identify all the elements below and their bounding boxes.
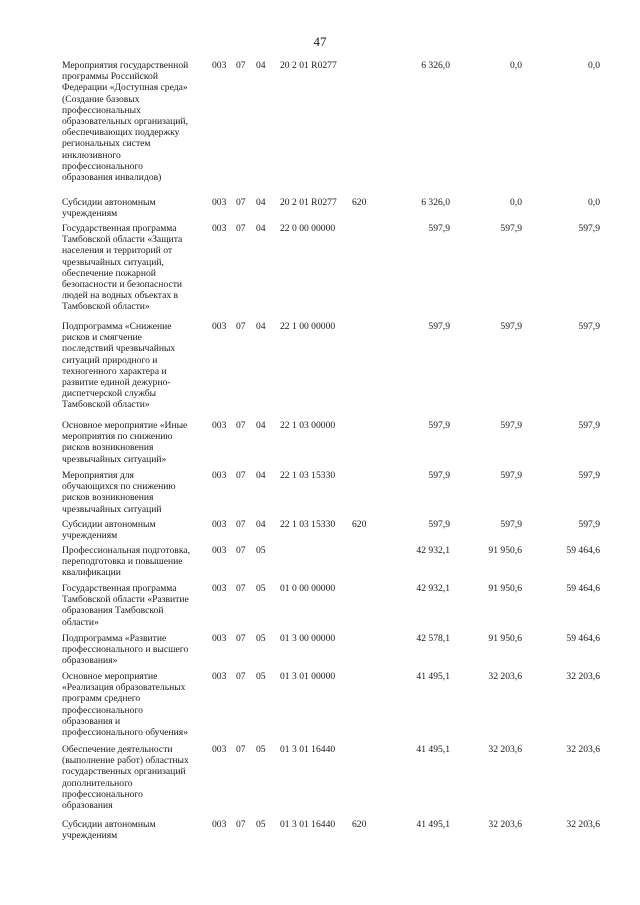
subsection-code: 05 <box>256 545 266 556</box>
expense-type-code: 620 <box>352 519 367 530</box>
subsection-code: 04 <box>256 420 266 431</box>
ministry-code: 003 <box>212 420 227 431</box>
amount-year-2: 32 203,6 <box>488 671 522 682</box>
row-name: Субсидии автономным учреждениям <box>62 519 156 542</box>
amount-year-1: 597,9 <box>428 321 450 332</box>
amount-year-1: 597,9 <box>428 470 450 481</box>
ministry-code: 003 <box>212 633 227 644</box>
target-code: 22 1 03 15330 <box>280 470 336 481</box>
row-name: Обеспечение деятельности (выполнение работ) областных государственных организаций дополнительного профессионального образования <box>62 744 189 812</box>
row-name: Государственная программа Тамбовской области «Защита населения и территорий от чрезвычайных ситуаций, обеспечение пожарной безопасности и безопасности людей на водных объектах в Тамбовской области» <box>62 223 183 313</box>
section-code: 07 <box>236 420 246 431</box>
ministry-code: 003 <box>212 60 227 71</box>
amount-year-3: 0,0 <box>588 197 600 208</box>
subsection-code: 04 <box>256 60 266 71</box>
section-code: 07 <box>236 583 246 594</box>
target-code: 01 3 01 16440 <box>280 819 336 830</box>
amount-year-1: 597,9 <box>428 223 450 234</box>
section-code: 07 <box>236 60 246 71</box>
amount-year-3: 597,9 <box>578 470 600 481</box>
amount-year-2: 597,9 <box>500 519 522 530</box>
amount-year-2: 597,9 <box>500 223 522 234</box>
amount-year-2: 597,9 <box>500 321 522 332</box>
subsection-code: 04 <box>256 321 266 332</box>
amount-year-1: 42 932,1 <box>416 583 450 594</box>
amount-year-3: 59 464,6 <box>566 633 600 644</box>
row-name: Подпрограмма «Снижение рисков и смягчение последствий чрезвычайных ситуаций природного и техногенного характера и развитие единой дежурно- диспетчерской службы Тамбовской области» <box>62 321 176 411</box>
row-name: Государственная программа Тамбовской области «Развитие образования Тамбовской области» <box>62 583 189 628</box>
amount-year-1: 42 578,1 <box>416 633 450 644</box>
subsection-code: 05 <box>256 671 266 682</box>
subsection-code: 05 <box>256 583 266 594</box>
amount-year-3: 59 464,6 <box>566 583 600 594</box>
subsection-code: 05 <box>256 633 266 644</box>
section-code: 07 <box>236 470 246 481</box>
page-number: 47 <box>313 34 327 49</box>
subsection-code: 04 <box>256 519 266 530</box>
target-code: 01 3 00 00000 <box>280 633 336 644</box>
ministry-code: 003 <box>212 819 227 830</box>
amount-year-2: 32 203,6 <box>488 819 522 830</box>
amount-year-1: 597,9 <box>428 420 450 431</box>
amount-year-3: 59 464,6 <box>566 545 600 556</box>
amount-year-3: 597,9 <box>578 519 600 530</box>
amount-year-3: 597,9 <box>578 223 600 234</box>
amount-year-2: 0,0 <box>510 197 522 208</box>
section-code: 07 <box>236 633 246 644</box>
amount-year-2: 91 950,6 <box>488 545 522 556</box>
amount-year-3: 32 203,6 <box>566 819 600 830</box>
ministry-code: 003 <box>212 545 227 556</box>
section-code: 07 <box>236 545 246 556</box>
row-name: Основное мероприятие «Иные мероприятия по снижению рисков возникновения чрезвычайных ситуаций» <box>62 420 188 465</box>
target-code: 01 3 01 00000 <box>280 671 336 682</box>
amount-year-1: 597,9 <box>428 519 450 530</box>
amount-year-3: 0,0 <box>588 60 600 71</box>
amount-year-1: 41 495,1 <box>416 819 450 830</box>
subsection-code: 05 <box>256 819 266 830</box>
row-name: Мероприятия государственной программы Российской Федерации «Доступная среда» (Создание базовых профессиональных образовательных организаций, обеспечивающих поддержку региональных систем инклюзивного профессионального образования инвалидов) <box>62 60 189 184</box>
amount-year-2: 32 203,6 <box>488 744 522 755</box>
subsection-code: 04 <box>256 197 266 208</box>
ministry-code: 003 <box>212 744 227 755</box>
target-code: 22 1 03 15330 <box>280 519 336 530</box>
subsection-code: 04 <box>256 470 266 481</box>
amount-year-1: 42 932,1 <box>416 545 450 556</box>
section-code: 07 <box>236 223 246 234</box>
section-code: 07 <box>236 819 246 830</box>
target-code: 22 1 03 00000 <box>280 420 336 431</box>
amount-year-2: 91 950,6 <box>488 583 522 594</box>
target-code: 22 0 00 00000 <box>280 223 336 234</box>
section-code: 07 <box>236 519 246 530</box>
ministry-code: 003 <box>212 519 227 530</box>
target-code: 22 1 00 00000 <box>280 321 336 332</box>
amount-year-3: 597,9 <box>578 420 600 431</box>
target-code: 01 3 01 16440 <box>280 744 336 755</box>
ministry-code: 003 <box>212 671 227 682</box>
amount-year-3: 597,9 <box>578 321 600 332</box>
row-name: Субсидии автономным учреждениям <box>62 819 156 842</box>
target-code: 20 2 01 R0277 <box>280 197 337 208</box>
target-code: 01 0 00 00000 <box>280 583 336 594</box>
amount-year-1: 41 495,1 <box>416 671 450 682</box>
section-code: 07 <box>236 321 246 332</box>
ministry-code: 003 <box>212 321 227 332</box>
row-name: Мероприятия для обучающихся по снижению рисков возникновения чрезвычайных ситуаций <box>62 470 176 515</box>
ministry-code: 003 <box>212 470 227 481</box>
amount-year-1: 6 326,0 <box>421 60 450 71</box>
ministry-code: 003 <box>212 583 227 594</box>
row-name: Субсидии автономным учреждениям <box>62 197 156 220</box>
amount-year-2: 0,0 <box>510 60 522 71</box>
row-name: Профессиональная подготовка, переподготовка и повышение квалификации <box>62 545 190 579</box>
expense-type-code: 620 <box>352 197 367 208</box>
row-name: Подпрограмма «Развитие профессионального и высшего образования» <box>62 633 189 667</box>
section-code: 07 <box>236 671 246 682</box>
subsection-code: 04 <box>256 223 266 234</box>
amount-year-3: 32 203,6 <box>566 671 600 682</box>
ministry-code: 003 <box>212 223 227 234</box>
amount-year-3: 32 203,6 <box>566 744 600 755</box>
amount-year-2: 597,9 <box>500 470 522 481</box>
expense-type-code: 620 <box>352 819 367 830</box>
amount-year-2: 91 950,6 <box>488 633 522 644</box>
target-code: 20 2 01 R0277 <box>280 60 337 71</box>
ministry-code: 003 <box>212 197 227 208</box>
amount-year-1: 6 326,0 <box>421 197 450 208</box>
subsection-code: 05 <box>256 744 266 755</box>
section-code: 07 <box>236 197 246 208</box>
amount-year-2: 597,9 <box>500 420 522 431</box>
section-code: 07 <box>236 744 246 755</box>
row-name: Основное мероприятие «Реализация образовательных программ среднего профессионального образования и профессионального обучения» <box>62 671 189 739</box>
amount-year-1: 41 495,1 <box>416 744 450 755</box>
